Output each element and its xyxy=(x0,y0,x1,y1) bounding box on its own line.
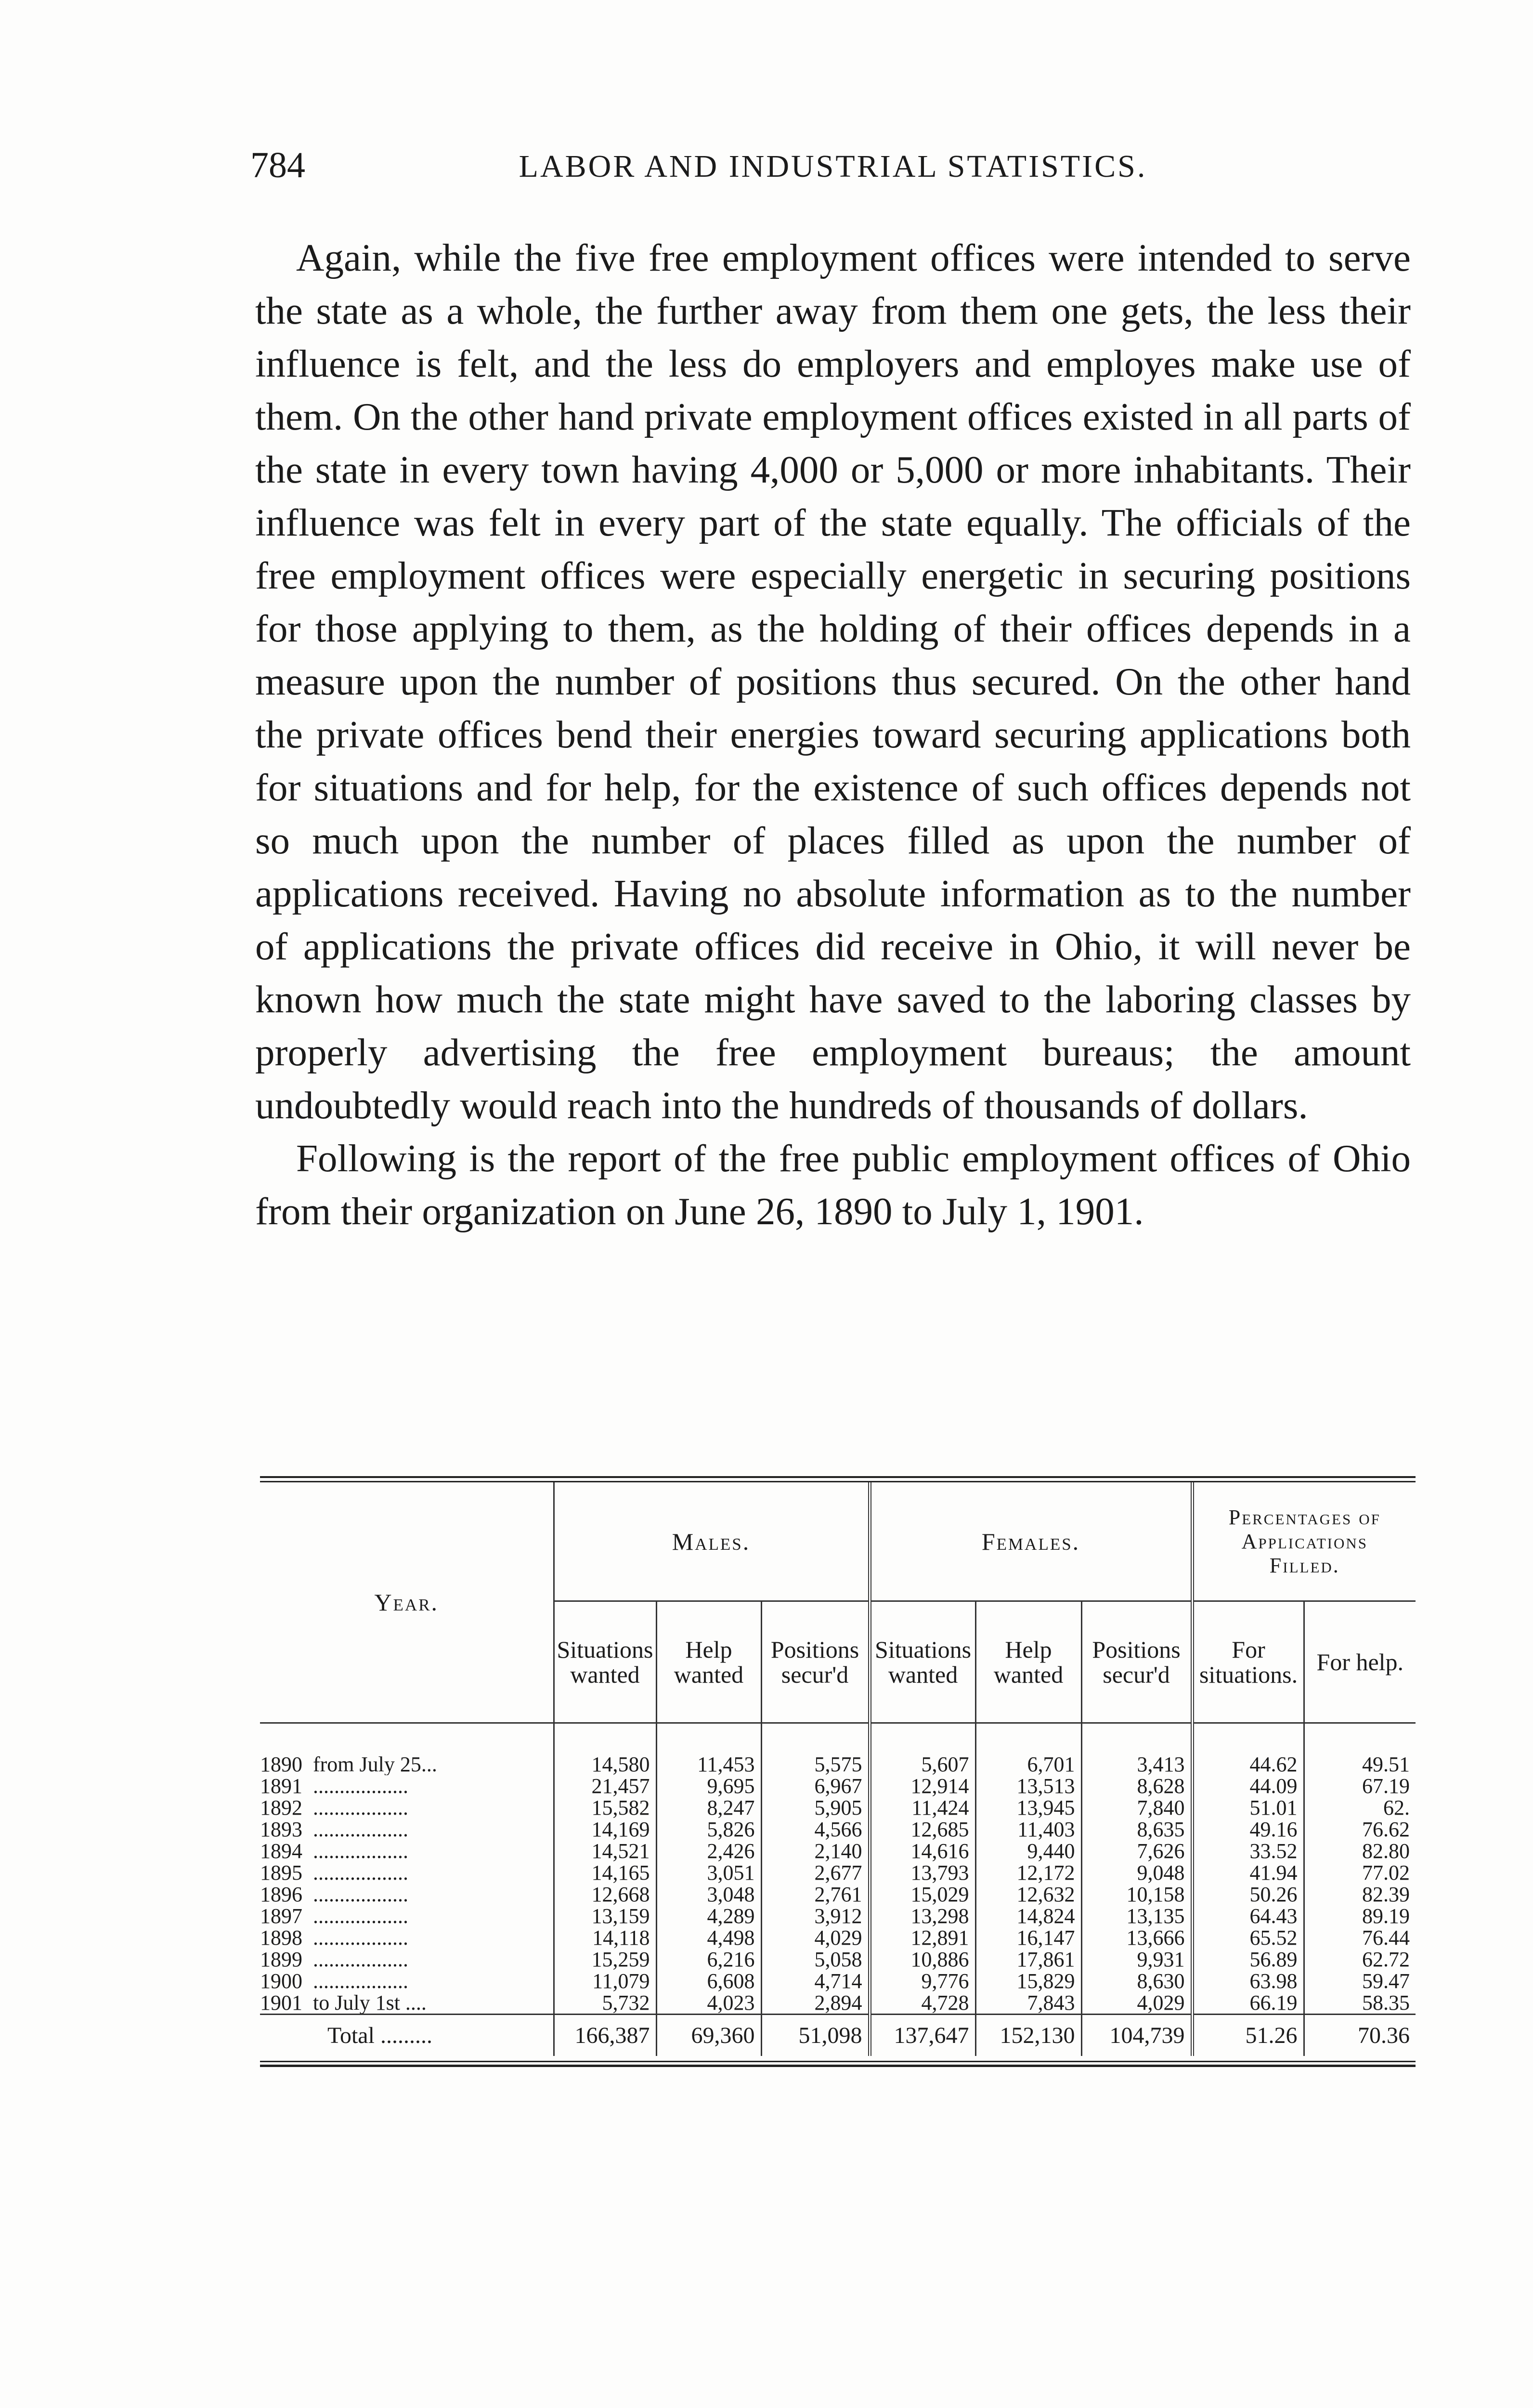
page-header xyxy=(250,144,1416,197)
cell-m-sit: 14,169 xyxy=(554,1819,656,1840)
cell-f-pos: 13,135 xyxy=(1081,1905,1192,1927)
cell-m-help: 5,826 xyxy=(656,1819,761,1840)
cell-f-help: 11,403 xyxy=(975,1819,1081,1840)
cell-p-help: 76.62 xyxy=(1304,1819,1416,1840)
cell-f-pos: 7,840 xyxy=(1081,1797,1192,1819)
cell-p-sit: 33.52 xyxy=(1192,1840,1304,1862)
cell-f-help: 17,861 xyxy=(975,1949,1081,1970)
cell-f-help: 16,147 xyxy=(975,1927,1081,1949)
cell-p-sit: 50.26 xyxy=(1192,1884,1304,1905)
cell-p-help: 82.80 xyxy=(1304,1840,1416,1862)
cell-f-help: 7,843 xyxy=(975,1992,1081,2015)
cell-m-pos: 2,894 xyxy=(761,1992,870,2015)
cell-f-pos: 7,626 xyxy=(1081,1840,1192,1862)
cell-f-pos: 9,931 xyxy=(1081,1949,1192,1970)
year-cell: 1893 .................. xyxy=(260,1819,408,1840)
cell-f-sit: 15,029 xyxy=(870,1884,975,1905)
cell-f-help: 12,172 xyxy=(975,1862,1081,1884)
paragraph-1: Again, while the five free employment offices were intended to serve the state as a whole, the further away from them one gets, the less their influence is felt, and the less do employers and employes make use of them. On the other hand private employment offices existed in all parts of the state in every town having 4,000 or 5,000 or more inhabitants. Their influence was felt in every part of the state equally. The officials of the free employment offices were especially energetic in securing positions for those applying to them, as the holding of their offices depends in a measure upon the number of positions thus secured. On the other hand the private offices bend their energies toward securing applications both for situations and for help, for the existence of such offices depends not so much upon the number of places filled as upon the number of applications received. Having no absolute information as to the number of applications the private offices did receive in Ohio, it will never be known how much the state might have saved to the laboring classes by properly advertising the free employment bureaus; the amount undoubtedly would reach into the hundreds of thousands of dollars. xyxy=(255,236,1411,1127)
year-cell: 1901 to July 1st .... xyxy=(260,1992,427,2015)
table-row xyxy=(260,1949,1416,1970)
cell-f-sit: 12,914 xyxy=(870,1775,975,1797)
table-row xyxy=(260,1862,1416,1884)
cell-f-help: 15,829 xyxy=(975,1970,1081,1992)
cell-p-sit: 51.01 xyxy=(1192,1797,1304,1819)
cell-m-help: 4,498 xyxy=(656,1927,761,1949)
males-situations-header: Situations wanted xyxy=(554,1601,656,1723)
cell-f-sit: 13,793 xyxy=(870,1862,975,1884)
cell-p-sit: 64.43 xyxy=(1192,1905,1304,1927)
cell-m-pos: 5,058 xyxy=(761,1949,870,1970)
females-positions-header: Positions secur'd xyxy=(1081,1601,1192,1723)
year-cell: 1894 .................. xyxy=(260,1840,408,1862)
cell-p-help: 67.19 xyxy=(1304,1775,1416,1797)
body-text xyxy=(255,231,1411,1238)
cell-p-help: 77.02 xyxy=(1304,1862,1416,1884)
cell-f-sit: 5,607 xyxy=(870,1747,975,1775)
cell-f-help: 13,513 xyxy=(975,1775,1081,1797)
cell-m-pos: 2,677 xyxy=(761,1862,870,1884)
table-row xyxy=(260,1797,1416,1819)
cell-f-help: 13,945 xyxy=(975,1797,1081,1819)
cell-m-help: 6,608 xyxy=(656,1970,761,1992)
cell-p-sit: 56.89 xyxy=(1192,1949,1304,1970)
table-row xyxy=(260,1905,1416,1927)
cell-p-help: 58.35 xyxy=(1304,1992,1416,2015)
year-cell: 1895 .................. xyxy=(260,1862,408,1884)
table-row xyxy=(260,1819,1416,1840)
cell-f-pos: 8,635 xyxy=(1081,1819,1192,1840)
year-cell: 1892 .................. xyxy=(260,1797,408,1819)
year-cell: 1900 .................. xyxy=(260,1970,408,1992)
cell-m-help: 3,048 xyxy=(656,1884,761,1905)
cell-f-sit: 4,728 xyxy=(870,1992,975,2015)
cell-f-pos: 9,048 xyxy=(1081,1862,1192,1884)
cell-p-sit: 65.52 xyxy=(1192,1927,1304,1949)
year-cell: 1891 .................. xyxy=(260,1775,408,1797)
cell-p-help: 82.39 xyxy=(1304,1884,1416,1905)
cell-m-sit: 14,521 xyxy=(554,1840,656,1862)
cell-f-pos: 3,413 xyxy=(1081,1747,1192,1775)
cell-m-help: 4,289 xyxy=(656,1905,761,1927)
cell-m-help: 11,453 xyxy=(656,1747,761,1775)
cell-f-sit: 10,886 xyxy=(870,1949,975,1970)
pct-situations-header: For situations. xyxy=(1192,1601,1304,1723)
cell-p-help: 62.72 xyxy=(1304,1949,1416,1970)
total-p-sit: 51.26 xyxy=(1192,2015,1304,2056)
table-bottom-rule xyxy=(260,2061,1416,2067)
cell-m-help: 6,216 xyxy=(656,1949,761,1970)
males-help-header: Help wanted xyxy=(656,1601,761,1723)
cell-p-sit: 41.94 xyxy=(1192,1862,1304,1884)
cell-f-sit: 13,298 xyxy=(870,1905,975,1927)
cell-p-sit: 66.19 xyxy=(1192,1992,1304,2015)
cell-f-sit: 12,891 xyxy=(870,1927,975,1949)
cell-f-sit: 12,685 xyxy=(870,1819,975,1840)
cell-p-help: 76.44 xyxy=(1304,1927,1416,1949)
table-row xyxy=(260,1747,1416,1775)
total-m-help: 69,360 xyxy=(656,2015,761,2056)
cell-m-sit: 5,732 xyxy=(554,1992,656,2015)
males-header: Males. xyxy=(554,1482,870,1601)
cell-f-pos: 4,029 xyxy=(1081,1992,1192,2015)
year-cell: 1899 .................. xyxy=(260,1949,408,1970)
year-cell: 1896 .................. xyxy=(260,1884,408,1905)
cell-m-pos: 5,575 xyxy=(761,1747,870,1775)
cell-m-pos: 4,029 xyxy=(761,1927,870,1949)
cell-p-help: 89.19 xyxy=(1304,1905,1416,1927)
cell-p-sit: 49.16 xyxy=(1192,1819,1304,1840)
year-header: Year. xyxy=(374,1589,439,1616)
cell-m-sit: 14,165 xyxy=(554,1862,656,1884)
cell-p-sit: 44.62 xyxy=(1192,1747,1304,1775)
cell-m-sit: 15,582 xyxy=(554,1797,656,1819)
cell-f-help: 14,824 xyxy=(975,1905,1081,1927)
cell-m-pos: 4,714 xyxy=(761,1970,870,1992)
cell-m-sit: 11,079 xyxy=(554,1970,656,1992)
females-situations-header: Situations wanted xyxy=(870,1601,975,1723)
cell-m-pos: 5,905 xyxy=(761,1797,870,1819)
total-p-help: 70.36 xyxy=(1304,2015,1416,2056)
cell-m-pos: 3,912 xyxy=(761,1905,870,1927)
cell-f-help: 6,701 xyxy=(975,1747,1081,1775)
table-row xyxy=(260,1884,1416,1905)
paragraph-2: Following is the report of the free public employment offices of Ohio from their organization on June 26, 1890 to July 1, 1901. xyxy=(255,1137,1411,1233)
cell-m-sit: 15,259 xyxy=(554,1949,656,1970)
females-header: Females. xyxy=(870,1482,1192,1601)
total-f-help: 152,130 xyxy=(975,2015,1081,2056)
cell-f-pos: 10,158 xyxy=(1081,1884,1192,1905)
females-help-header: Help wanted xyxy=(975,1601,1081,1723)
percentages-header: Percentages of Applications Filled. xyxy=(1192,1482,1416,1601)
cell-m-help: 4,023 xyxy=(656,1992,761,2015)
cell-m-pos: 2,761 xyxy=(761,1884,870,1905)
year-cell: 1898 .................. xyxy=(260,1927,408,1949)
cell-m-pos: 6,967 xyxy=(761,1775,870,1797)
year-cell: 1890 from July 25... xyxy=(260,1753,437,1775)
total-m-sit: 166,387 xyxy=(554,2015,656,2056)
table-top-rule xyxy=(260,1476,1416,1482)
cell-m-help: 2,426 xyxy=(656,1840,761,1862)
running-title: LABOR AND INDUSTRIAL STATISTICS. xyxy=(519,149,1147,184)
total-f-sit: 137,647 xyxy=(870,2015,975,2056)
cell-m-pos: 4,566 xyxy=(761,1819,870,1840)
table-row xyxy=(260,1775,1416,1797)
table-row xyxy=(260,1992,1416,2015)
cell-f-sit: 9,776 xyxy=(870,1970,975,1992)
males-positions-header: Positions secur'd xyxy=(761,1601,870,1723)
employment-offices-table xyxy=(260,1476,1416,2067)
cell-f-help: 12,632 xyxy=(975,1884,1081,1905)
total-m-pos: 51,098 xyxy=(761,2015,870,2056)
cell-m-help: 8,247 xyxy=(656,1797,761,1819)
cell-p-help: 49.51 xyxy=(1304,1747,1416,1775)
year-cell: 1897 .................. xyxy=(260,1905,408,1927)
cell-m-sit: 12,668 xyxy=(554,1884,656,1905)
cell-f-pos: 8,628 xyxy=(1081,1775,1192,1797)
cell-m-sit: 14,580 xyxy=(554,1747,656,1775)
cell-m-sit: 14,118 xyxy=(554,1927,656,1949)
cell-p-help: 62. xyxy=(1304,1797,1416,1819)
page-number: 784 xyxy=(250,145,305,185)
table-row xyxy=(260,1970,1416,1992)
cell-p-sit: 44.09 xyxy=(1192,1775,1304,1797)
cell-m-help: 3,051 xyxy=(656,1862,761,1884)
total-row xyxy=(260,2015,1416,2056)
cell-m-pos: 2,140 xyxy=(761,1840,870,1862)
cell-f-pos: 8,630 xyxy=(1081,1970,1192,1992)
cell-f-sit: 11,424 xyxy=(870,1797,975,1819)
cell-p-sit: 63.98 xyxy=(1192,1970,1304,1992)
cell-m-sit: 21,457 xyxy=(554,1775,656,1797)
total-label: Total ......... xyxy=(260,2015,554,2056)
table-row xyxy=(260,1840,1416,1862)
table-body xyxy=(260,1747,1416,2056)
cell-m-help: 9,695 xyxy=(656,1775,761,1797)
cell-f-pos: 13,666 xyxy=(1081,1927,1192,1949)
total-f-pos: 104,739 xyxy=(1081,2015,1192,2056)
cell-m-sit: 13,159 xyxy=(554,1905,656,1927)
cell-f-sit: 14,616 xyxy=(870,1840,975,1862)
cell-f-help: 9,440 xyxy=(975,1840,1081,1862)
pct-help-header: For help. xyxy=(1304,1601,1416,1723)
table-row xyxy=(260,1927,1416,1949)
cell-p-help: 59.47 xyxy=(1304,1970,1416,1992)
